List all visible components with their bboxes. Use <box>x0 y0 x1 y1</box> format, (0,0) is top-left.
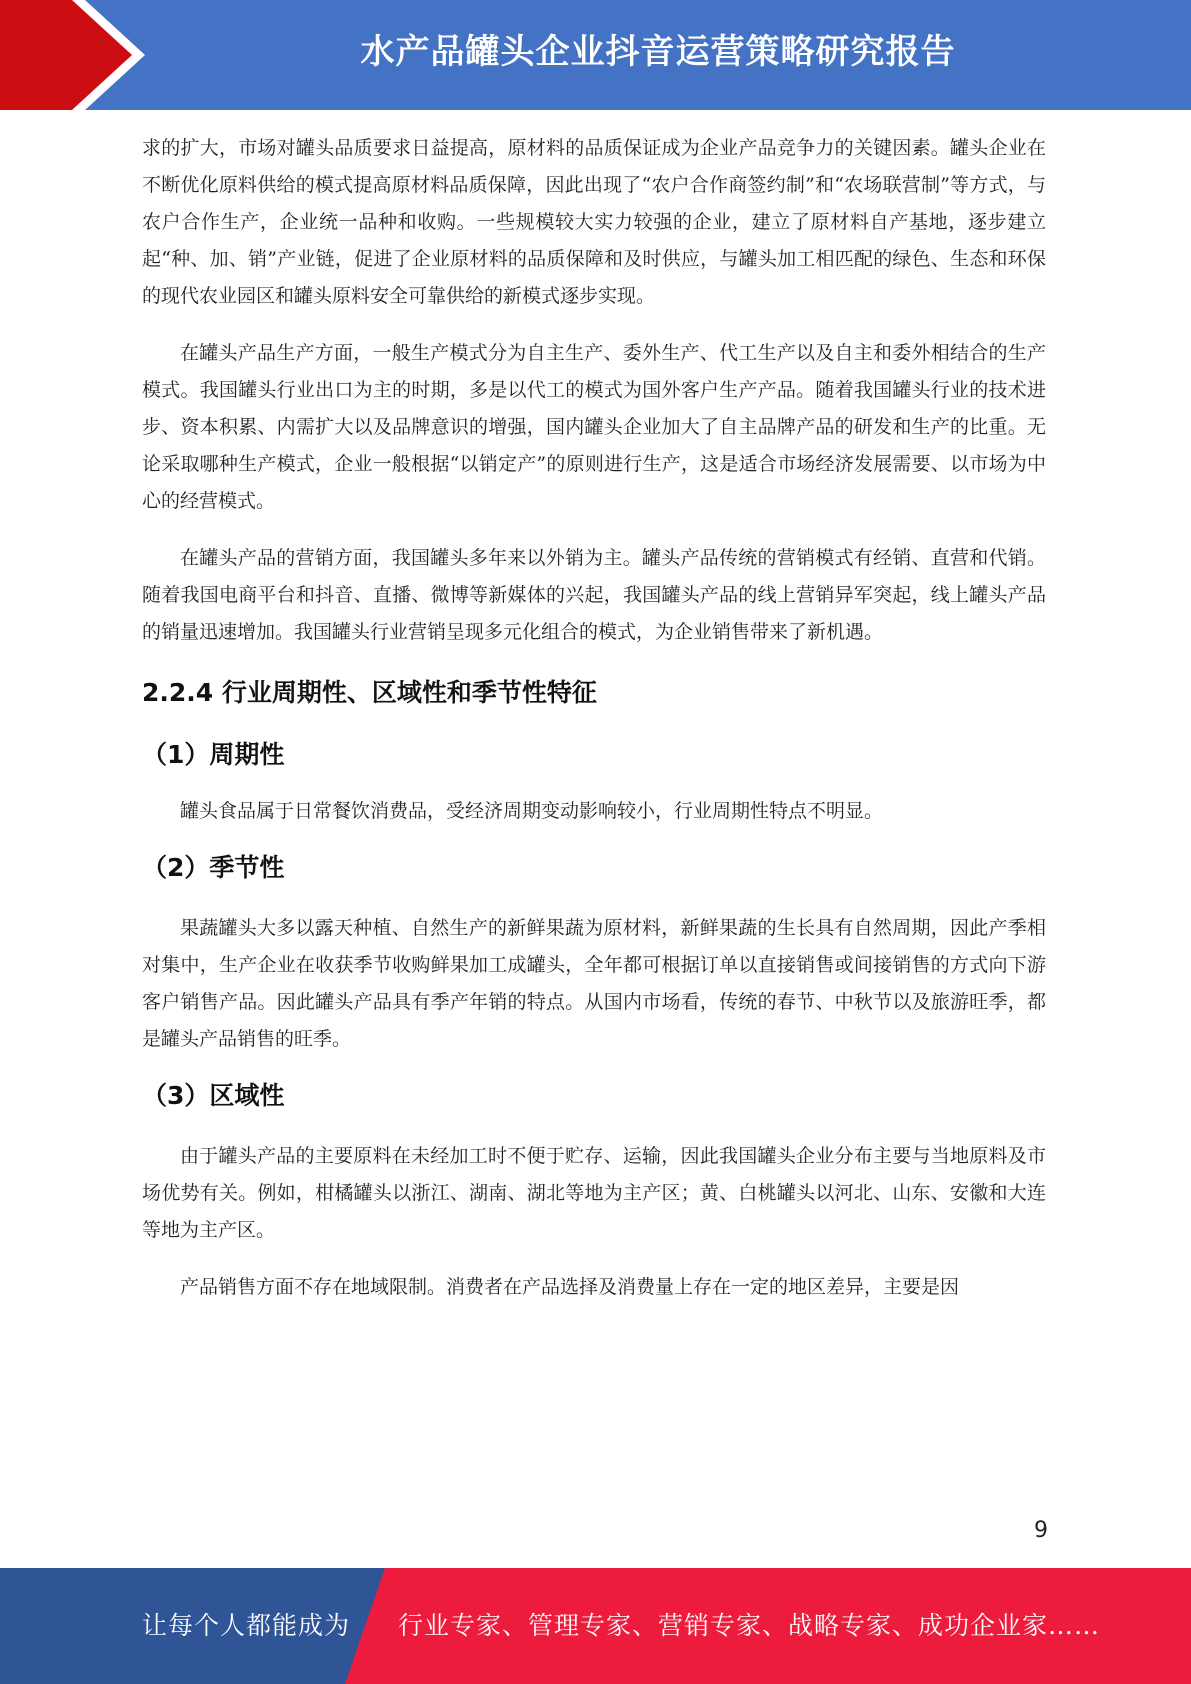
subheading-regionality: （3）区域性 <box>142 1081 285 1110</box>
paragraph-sales-region: 产品销售方面不存在地域限制。消费者在产品选择及消费量上存在一定的地区差异，主要是因 <box>180 1276 960 1298</box>
page-number: 9 <box>1034 1518 1048 1543</box>
paragraph-marketing: 在罐头产品的营销方面，我国罐头多年来以外销为主。罐头产品传统的营销模式有经销、直营和代销。随着我国电商平台和抖音、直播、微博等新媒体的兴起，我国罐头产品的线上营销异军突起，线上罐头产品的销量迅速增加。我国罐头行业营销呈现多元化组合的模式，为企业销售带来了新机遇。 <box>142 547 1046 643</box>
paragraph-gap <box>142 1116 1046 1138</box>
paragraph-gap <box>142 315 1046 335</box>
paragraph-gap <box>142 713 1046 735</box>
paragraph-cyclicality: 罐头食品属于日常餐饮消费品，受经济周期变动影响较小，行业周期性特点不明显。 <box>180 800 884 822</box>
paragraph-production: 在罐头产品生产方面，一般生产模式分为自主生产、委外生产、代工生产以及自主和委外相结合的生产模式。我国罐头行业出口为主的时期，多是以代工的模式为国外客户生产产品。随着我国罐头行业的技术进步、资本积累、内需扩大以及品牌意识的增强，国内罐头企业加大了自主品牌产品的研发和生产的比重。无论采取哪种生产模式，企业一般根据“以销定产”的原则进行生产，这是适合市场经济发展需要、以市场为中心的经营模式。 <box>142 342 1046 512</box>
footer-slogan-right: 行业专家、管理专家、营销专家、战略专家、成功企业家…… <box>398 1611 1101 1640</box>
page-footer <box>0 1568 1191 1684</box>
paragraph-gap <box>142 775 1046 793</box>
paragraph-gap <box>142 1058 1046 1076</box>
header-title: 水产品罐头企业抖音运营策略研究报告 <box>360 32 956 72</box>
paragraph-raw-materials: 求的扩大，市场对罐头品质要求日益提高，原材料的品质保证成为企业产品竞争力的关键因素。罐头企业在不断优化原料供给的模式提高原材料品质保障，因此出现了“农户合作商签约制”和“农场联营制”等方式，与农户合作生产，企业统一品种和收购。一些规模较大实力较强的企业，建立了原材料自产基地，逐步建立起“种、加、销”产业链，促进了企业原材料的品质保障和及时供应，与罐头加工相匹配的绿色、生态和环保的现代农业园区和罐头原料安全可靠供给的新模式逐步实现。 <box>142 137 1046 307</box>
footer-slogan-left: 让每个人都能成为 <box>142 1611 351 1640</box>
paragraph-seasonality: 果蔬罐头大多以露天种植、自然生产的新鲜果蔬为原材料，新鲜果蔬的生长具有自然周期，因此产季相对集中，生产企业在收获季节收购鲜果加工成罐头，全年都可根据订单以直接销售或间接销售的方式向下游客户销售产品。因此罐头产品具有季产年销的特点。从国内市场看，传统的春节、中秋节以及旅游旺季，都是罐头产品销售的旺季。 <box>142 917 1046 1050</box>
subheading-cyclicality: （1）周期性 <box>142 740 285 769</box>
section-heading: 2.2.4 行业周期性、区域性和季节性特征 <box>142 678 597 707</box>
document-body <box>142 130 1046 1306</box>
paragraph-regionality: 由于罐头产品的主要原料在未经加工时不便于贮存、运输，因此我国罐头企业分布主要与当地原料及市场优势有关。例如，柑橘罐头以浙江、湖南、湖北等地为主产区；黄、白桃罐头以河北、山东、安徽和大连等地为主产区。 <box>142 1145 1046 1241</box>
paragraph-gap <box>142 651 1046 673</box>
paragraph-gap <box>142 520 1046 540</box>
paragraph-gap <box>142 830 1046 848</box>
page-header <box>0 0 1191 110</box>
paragraph-gap <box>142 888 1046 910</box>
subheading-seasonality: （2）季节性 <box>142 853 285 882</box>
paragraph-gap <box>142 1249 1046 1269</box>
